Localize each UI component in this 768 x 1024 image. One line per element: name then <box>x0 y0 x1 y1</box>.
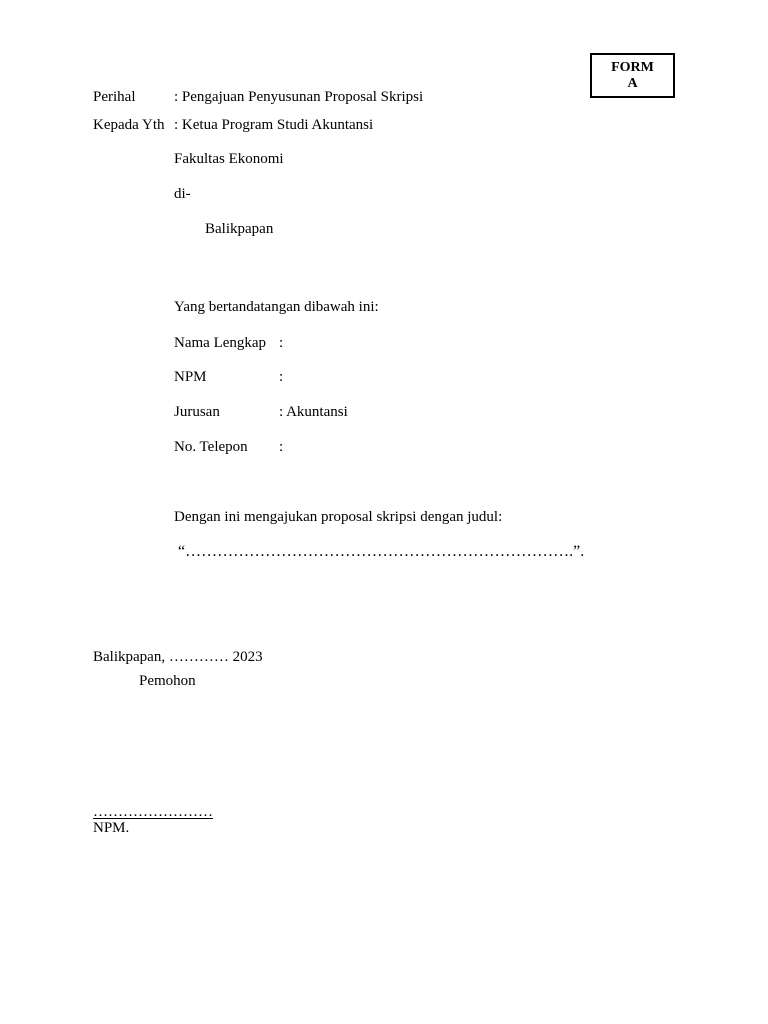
signature-npm-label: NPM. <box>93 820 130 836</box>
field-label-jurusan: Jurusan <box>174 404 220 420</box>
field-value-jurusan: : Akuntansi <box>279 404 348 420</box>
form-badge-line1: FORM <box>611 59 654 75</box>
signature-name-line: …………………… <box>93 804 213 820</box>
form-a-badge <box>590 53 675 98</box>
place-date: Balikpapan, ………… 2023 <box>93 649 263 665</box>
statement-line: Dengan ini mengajukan proposal skripsi dengan judul: <box>174 509 503 525</box>
field-value-npm: : <box>279 369 284 385</box>
perihal-value: : Pengajuan Penyusunan Proposal Skripsi <box>174 89 424 105</box>
perihal-label: Perihal <box>93 89 136 105</box>
kepada-value: : Ketua Program Studi Akuntansi <box>174 117 374 133</box>
field-label-npm: NPM <box>174 369 207 385</box>
title-placeholder: “……………………………………………………………….”. <box>178 543 585 560</box>
form-badge-line2: A <box>627 75 638 91</box>
di-line: di- <box>174 186 191 202</box>
field-value-telepon: : <box>279 439 284 455</box>
kepada-label: Kepada Yth <box>93 117 165 133</box>
intro-line: Yang bertandatangan dibawah ini: <box>174 299 379 315</box>
signer-role: Pemohon <box>139 673 196 689</box>
faculty-line: Fakultas Ekonomi <box>174 151 284 167</box>
field-label-telepon: No. Telepon <box>174 439 248 455</box>
field-label-nama: Nama Lengkap <box>174 335 267 351</box>
field-value-nama: : <box>279 335 284 351</box>
city-line: Balikpapan <box>205 221 274 237</box>
